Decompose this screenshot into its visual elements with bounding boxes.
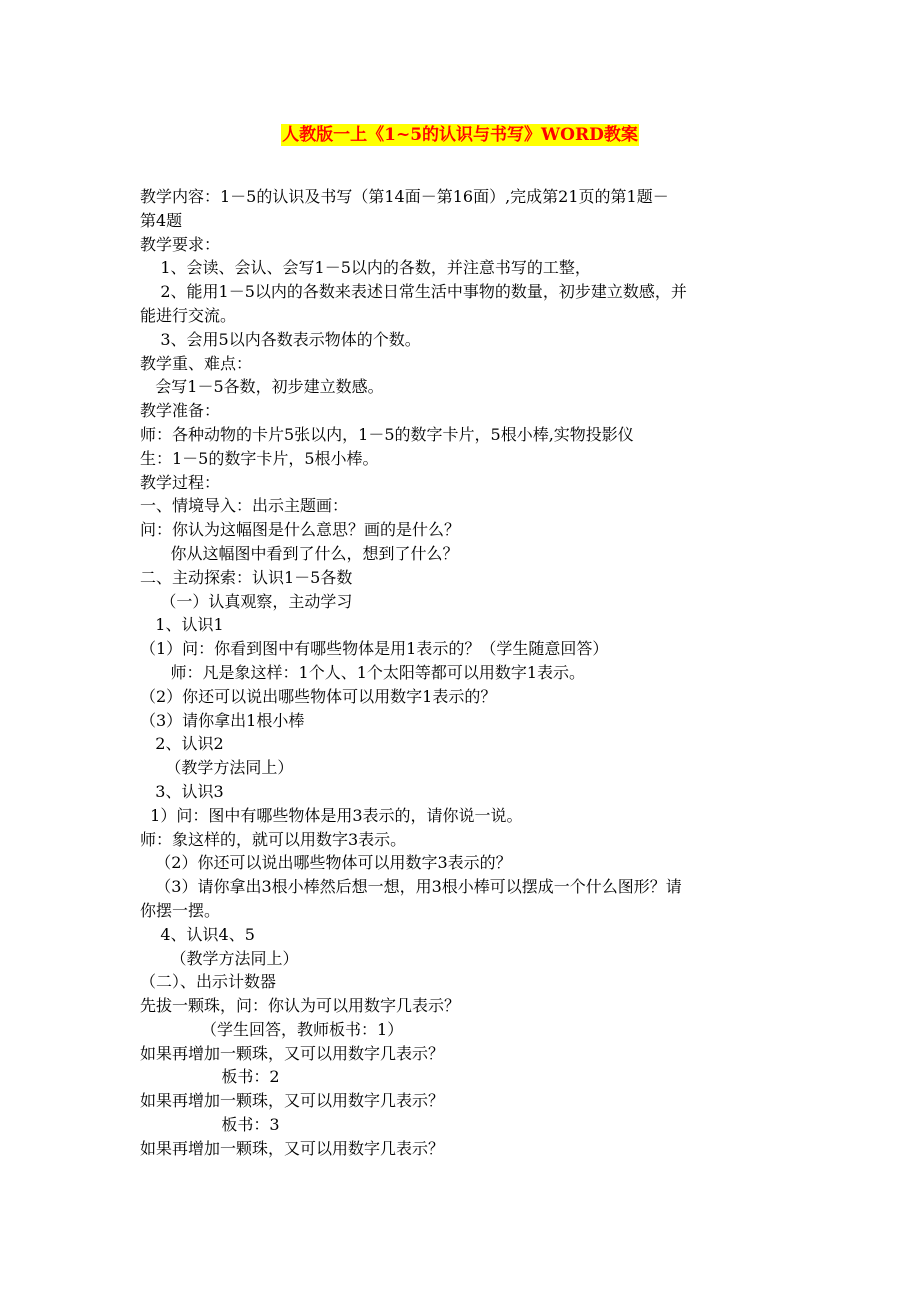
body-line: （3）请你拿出3根小棒然后想一想，用3根小棒可以摆成一个什么图形？请 (140, 877, 682, 897)
body-line: 先拔一颗珠，问：你认为可以用数字几表示？ (140, 996, 461, 1016)
body-line: 二、主动探索：认识1－5各数 (140, 567, 353, 587)
body-line: 能进行交流。 (140, 305, 237, 325)
body-line: 一、情境导入：出示主题画： (140, 496, 349, 516)
body-line: 如果再增加一颗珠，又可以用数字几表示？ (140, 1043, 445, 1063)
body-line: 板书：3 (140, 1115, 280, 1135)
body-line: 2、能用1－5以内的各数来表述日常生活中事物的数量，初步建立数感，并 (140, 282, 687, 302)
body-line: 1、会读、会认、会写1－5以内的各数，并注意书写的工整， (140, 258, 591, 278)
body-line: （3）请你拿出1根小棒 (140, 710, 305, 730)
body-line: 你摆一摆。 (140, 900, 221, 920)
body-line: （一）认真观察，主动学习 (140, 591, 353, 611)
body-line: 师：各种动物的卡片5张以内，1－5的数字卡片，5根小棒,实物投影仪 (140, 424, 634, 444)
body-line: 1、认识1 (140, 615, 224, 635)
body-line: 教学重、难点： (140, 353, 253, 373)
body-line: 教学要求： (140, 234, 221, 254)
body-line: 如果再增加一颗珠，又可以用数字几表示？ (140, 1138, 445, 1158)
body-line: 教学准备： (140, 401, 221, 421)
body-line: 3、会用5以内各数表示物体的个数。 (140, 329, 421, 349)
document-title: 人教版一上《1~5的认识与书写》WORD教案 (282, 125, 638, 145)
body-line: 4、认识4、5 (140, 924, 255, 944)
body-line: 问：你认为这幅图是什么意思？画的是什么？ (140, 520, 461, 540)
body-line: （2）你还可以说出哪些物体可以用数字1表示的？ (140, 686, 497, 706)
body-line: 师：凡是象这样：1个人、1个太阳等都可以用数字1表示。 (140, 662, 586, 682)
body-line: 3、认识3 (140, 781, 224, 801)
document-body (140, 185, 785, 1161)
body-line: 2、认识2 (140, 734, 224, 754)
body-line: 师：象这样的，就可以用数字3表示。 (140, 829, 407, 849)
body-line: 生：1－5的数字卡片，5根小棒。 (140, 448, 379, 468)
body-line: （1）问：你看到图中有哪些物体是用1表示的？（学生随意回答） (140, 639, 609, 659)
body-line: （二）、出示计数器 (140, 972, 277, 992)
body-line: 会写1－5各数，初步建立数感。 (140, 377, 384, 397)
body-line: 你从这幅图中看到了什么，想到了什么？ (140, 543, 459, 563)
body-line: 教学内容：1－5的认识及书写（第14面－第16面）,完成第21页的第1题－ (140, 187, 669, 206)
body-line: （学生回答，教师板书：1） (140, 1019, 404, 1039)
body-line: 第4题 (140, 210, 183, 230)
body-line: 板书：2 (140, 1067, 280, 1087)
body-line: （2）你还可以说出哪些物体可以用数字3表示的？ (140, 853, 512, 873)
body-line: （教学方法同上） (140, 758, 294, 778)
title-wrapper (0, 124, 920, 146)
body-line: （教学方法同上） (140, 948, 299, 968)
body-line: 如果再增加一颗珠，又可以用数字几表示？ (140, 1091, 445, 1111)
body-line: 1）问：图中有哪些物体是用3表示的，请你说一说。 (140, 805, 523, 825)
body-line: 教学过程： (140, 472, 221, 492)
